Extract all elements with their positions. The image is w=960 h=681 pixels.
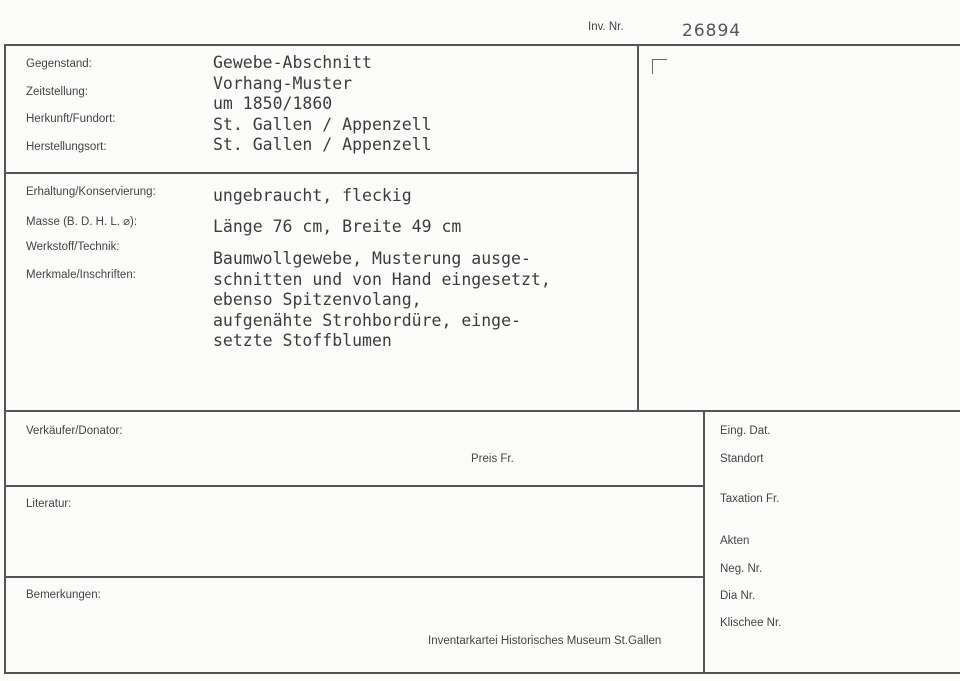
- standort-label: Standort: [720, 453, 764, 465]
- werkstoff-line-4: aufgenähte Strohbordüre, einge-: [213, 310, 521, 330]
- werkstoff-line-5: setzte Stoffblumen: [213, 331, 392, 350]
- section-rule-4: [4, 576, 704, 578]
- top-rule: [4, 44, 960, 46]
- upper-divider: [637, 44, 639, 411]
- dia-nr-label: Dia Nr.: [720, 590, 756, 602]
- masse-label: Masse (B. D. H. L. ⌀):: [26, 216, 138, 228]
- footer-text: Inventarkartei Historisches Museum St.Gallen: [428, 635, 662, 647]
- bottom-rule: [4, 672, 960, 674]
- neg-nr-label: Neg. Nr.: [720, 563, 763, 575]
- section-rule-1: [4, 172, 638, 174]
- photo-corner-mark: [652, 59, 667, 74]
- herstellungsort-label: Herstellungsort:: [26, 141, 107, 153]
- werkstoff-line-2: schnitten und von Hand eingesetzt,: [213, 269, 551, 289]
- merkmale-label: Merkmale/Inschriften:: [26, 269, 136, 281]
- werkstoff-line-3: ebenso Spitzenvolang,: [213, 290, 422, 309]
- inv-nr-value: 26894: [682, 21, 742, 41]
- section-rule-2: [4, 410, 960, 412]
- bemerkungen-label: Bemerkungen:: [26, 589, 101, 601]
- zeitstellung-label: Zeitstellung:: [26, 86, 89, 98]
- literatur-label: Literatur:: [26, 498, 72, 510]
- akten-label: Akten: [720, 535, 750, 547]
- klischee-nr-label: Klischee Nr.: [720, 617, 782, 629]
- masse-value: Länge 76 cm, Breite 49 cm: [213, 217, 462, 236]
- erhaltung-label: Erhaltung/Konservierung:: [26, 186, 156, 198]
- werkstoff-label: Werkstoff/Technik:: [26, 241, 120, 253]
- gegenstand-value-1: Gewebe-Abschnitt: [213, 53, 372, 72]
- zeitstellung-value: um 1850/1860: [213, 94, 333, 113]
- eing-dat-label: Eing. Dat.: [720, 425, 771, 437]
- inv-nr-label: Inv. Nr.: [588, 21, 624, 33]
- taxation-label: Taxation Fr.: [720, 493, 780, 505]
- lower-divider: [703, 410, 705, 674]
- gegenstand-label: Gegenstand:: [26, 58, 92, 70]
- herkunft-label: Herkunft/Fundort:: [26, 113, 116, 125]
- left-rule: [4, 44, 6, 674]
- herkunft-value: St. Gallen / Appenzell: [213, 114, 432, 134]
- erhaltung-value: ungebraucht, fleckig: [213, 186, 412, 205]
- werkstoff-line-1: Baumwollgewebe, Musterung ausge-: [213, 249, 531, 268]
- verkaeufer-label: Verkäufer/Donator:: [26, 425, 123, 437]
- gegenstand-value-2: Vorhang-Muster: [213, 73, 353, 93]
- preis-label: Preis Fr.: [471, 453, 514, 465]
- herstellungsort-value: St. Gallen / Appenzell: [213, 135, 432, 154]
- section-rule-3: [4, 485, 704, 487]
